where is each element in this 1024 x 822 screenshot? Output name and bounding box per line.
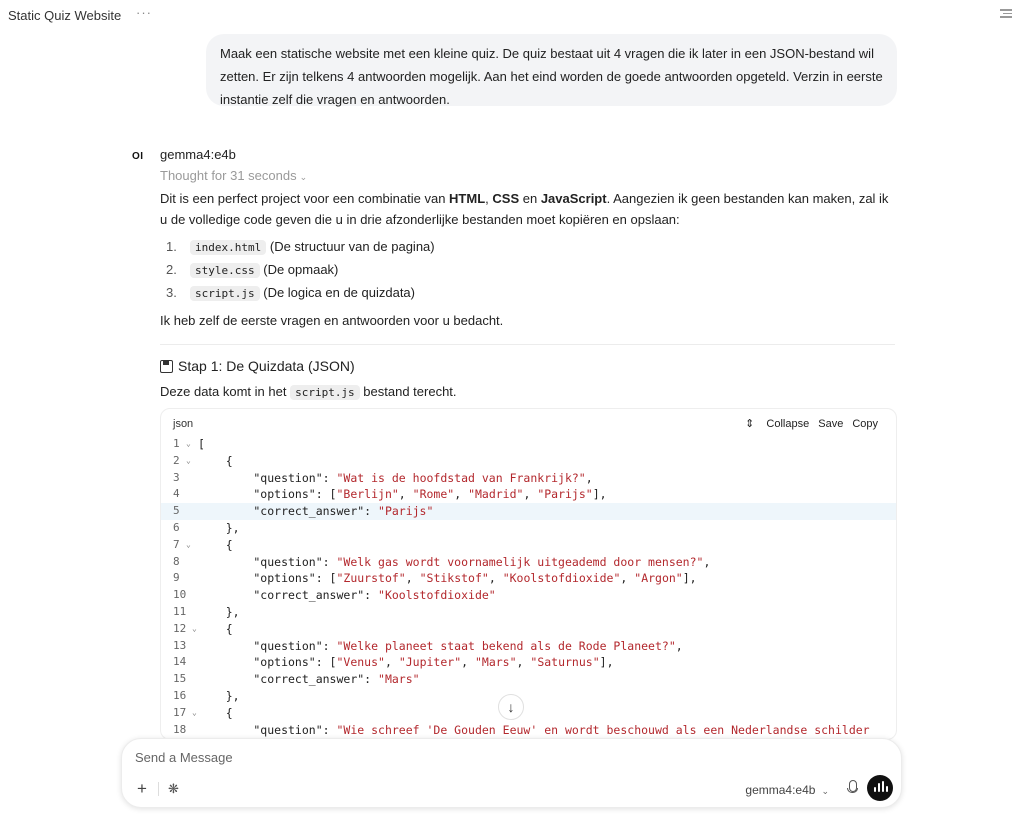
line-number: 12 [173, 621, 187, 635]
fold-chevron-icon[interactable]: ⌄ [186, 439, 191, 448]
line-number: 9 [173, 571, 180, 585]
code-line [161, 621, 896, 638]
code-line [161, 604, 896, 621]
code-language: json [173, 418, 194, 430]
chevron-down-icon: ⌄ [821, 786, 829, 796]
code-line [161, 520, 896, 537]
code-text: }, [198, 520, 240, 535]
code-line [161, 537, 896, 554]
line-number: 5 [173, 504, 180, 518]
code-text: "question": "Wat is de hoofdstad van Frankrijk?", [198, 470, 593, 485]
thought-toggle[interactable] [160, 168, 307, 183]
inline-code: script.js [190, 286, 260, 301]
chevron-down-icon: ⌄ [299, 172, 308, 182]
collapse-icon: ⇕ [745, 418, 755, 430]
scroll-down-button[interactable] [498, 694, 524, 720]
line-number: 16 [173, 688, 187, 702]
fold-chevron-icon[interactable]: ⌄ [186, 455, 191, 465]
code-block-header [161, 409, 896, 437]
code-line [161, 671, 896, 688]
file-list [160, 235, 435, 304]
code-text: "correct_answer": "Koolstofdioxide" [198, 588, 496, 603]
line-number: 2 [173, 453, 180, 467]
thought-label: Thought for 31 seconds [160, 168, 297, 183]
line-number: 8 [173, 554, 180, 568]
plus-icon[interactable]: + [137, 779, 147, 798]
top-bar [0, 0, 1024, 30]
line-number: 15 [173, 672, 187, 686]
divider [160, 344, 895, 345]
html-keyword: HTML [449, 191, 486, 206]
integrations-icon[interactable]: ❋ [168, 781, 179, 796]
code-line [161, 554, 896, 571]
code-text: "question": "Welke planeet staat bekend als de Rode Planeet?", [198, 638, 683, 653]
note-paragraph: Ik heb zelf de eerste vragen en antwoorden voor u bedacht. [160, 313, 504, 328]
divider [158, 782, 159, 796]
code-text: "question": "Wie schreef 'De Gouden Eeuw' en wordt beschouwd als een Nederlandse schilder [198, 722, 870, 737]
code-text: "options": ["Berlijn", "Rome", "Madrid", "Parijs"], [198, 487, 607, 502]
line-number: 18 [173, 722, 187, 736]
collapse-button[interactable]: ⇕ Collapse [745, 418, 810, 430]
code-text: { [198, 453, 233, 468]
fold-chevron-icon[interactable]: ⌄ [192, 623, 197, 633]
copy-button[interactable]: Copy [852, 418, 878, 430]
code-actions [727, 417, 878, 430]
model-avatar: OI [132, 151, 144, 162]
fold-chevron-icon[interactable]: ⌄ [192, 707, 197, 717]
code-line [161, 638, 896, 655]
inline-code: style.css [190, 263, 260, 278]
code-line [161, 722, 896, 739]
line-number: 7 [173, 537, 180, 551]
microphone-icon[interactable] [849, 780, 857, 792]
line-number: 17 [173, 705, 187, 719]
code-text: }, [198, 604, 240, 619]
code-text: { [198, 621, 233, 636]
message-input[interactable]: Send a Message [135, 750, 233, 765]
model-name: gemma4:e4b [160, 147, 236, 162]
inline-code: script.js [290, 385, 360, 400]
arrow-down-icon: ↓ [507, 699, 515, 715]
line-number: 4 [173, 487, 180, 501]
code-text: "question": "Welk gas wordt voornamelijk uitgeademd door mensen?", [198, 554, 711, 569]
floppy-disk-icon [160, 360, 173, 373]
css-keyword: CSS [492, 191, 520, 206]
code-line [161, 453, 896, 470]
code-text: }, [198, 688, 240, 703]
code-line [161, 470, 896, 487]
fold-chevron-icon[interactable]: ⌄ [186, 539, 191, 549]
line-number: 14 [173, 655, 187, 669]
intro-paragraph: Dit is een perfect project voor een combinatie van HTML, CSS en JavaScript. Aangezien ik geen bestanden kan maken, zal ik u de volledige code geven die u in drie afzonderlijke bestanden moet kopiëren en opslaan: [160, 191, 889, 227]
code-text: { [198, 537, 233, 552]
code-text: "correct_answer": "Mars" [198, 672, 420, 687]
code-line [161, 436, 896, 453]
sliders-icon[interactable] [1000, 7, 1014, 21]
line-number: 10 [173, 588, 187, 602]
step-heading: Stap 1: De Quizdata (JSON) [160, 358, 355, 374]
code-block [160, 408, 897, 740]
code-line [161, 570, 896, 587]
js-keyword: JavaScript [540, 191, 607, 206]
line-number: 11 [173, 604, 187, 618]
code-line [161, 705, 896, 722]
voice-mode-button[interactable] [867, 775, 893, 801]
list-item: 3. script.js (De logica en de quizdata) [166, 285, 415, 300]
code-line [161, 503, 896, 520]
list-item: 1. index.html (De structuur van de pagina) [166, 239, 435, 254]
chat-title[interactable]: Static Quiz Website [8, 8, 122, 23]
message-composer [121, 738, 902, 808]
code-text: "options": ["Zuurstof", "Stikstof", "Koolstofdioxide", "Argon"], [198, 571, 697, 586]
code-line [161, 587, 896, 604]
line-number: 13 [173, 638, 187, 652]
more-options-icon[interactable]: ··· [136, 5, 152, 20]
inline-code: index.html [190, 240, 266, 255]
line-number: 1 [173, 437, 180, 450]
list-item: 2. style.css (De opmaak) [166, 262, 339, 277]
step-paragraph: Deze data komt in het script.js bestand terecht. [160, 384, 457, 399]
user-message: Maak een statische website met een kleine quiz. De quiz bestaat uit 4 vragen die ik later in een JSON-bestand wil zetten. Er zijn telkens 4 antwoorden mogelijk. Aan het eind worden de goede antwoorden opgeteld. Verzin in eerste instantie zelf die vragen en antwoorden. [206, 34, 897, 106]
code-line [161, 654, 896, 671]
code-editor[interactable] [161, 436, 896, 738]
line-number: 6 [173, 520, 180, 534]
code-line [161, 486, 896, 503]
code-text: "correct_answer": "Parijs" [198, 504, 434, 519]
code-line [161, 688, 896, 705]
save-button[interactable]: Save [818, 418, 844, 430]
model-selector[interactable]: gemma4:e4b ⌄ [745, 783, 829, 797]
code-text: "options": ["Venus", "Jupiter", "Mars", "Saturnus"], [198, 655, 614, 670]
code-text: { [198, 705, 233, 720]
line-number: 3 [173, 470, 180, 484]
code-text: [ [198, 437, 205, 451]
